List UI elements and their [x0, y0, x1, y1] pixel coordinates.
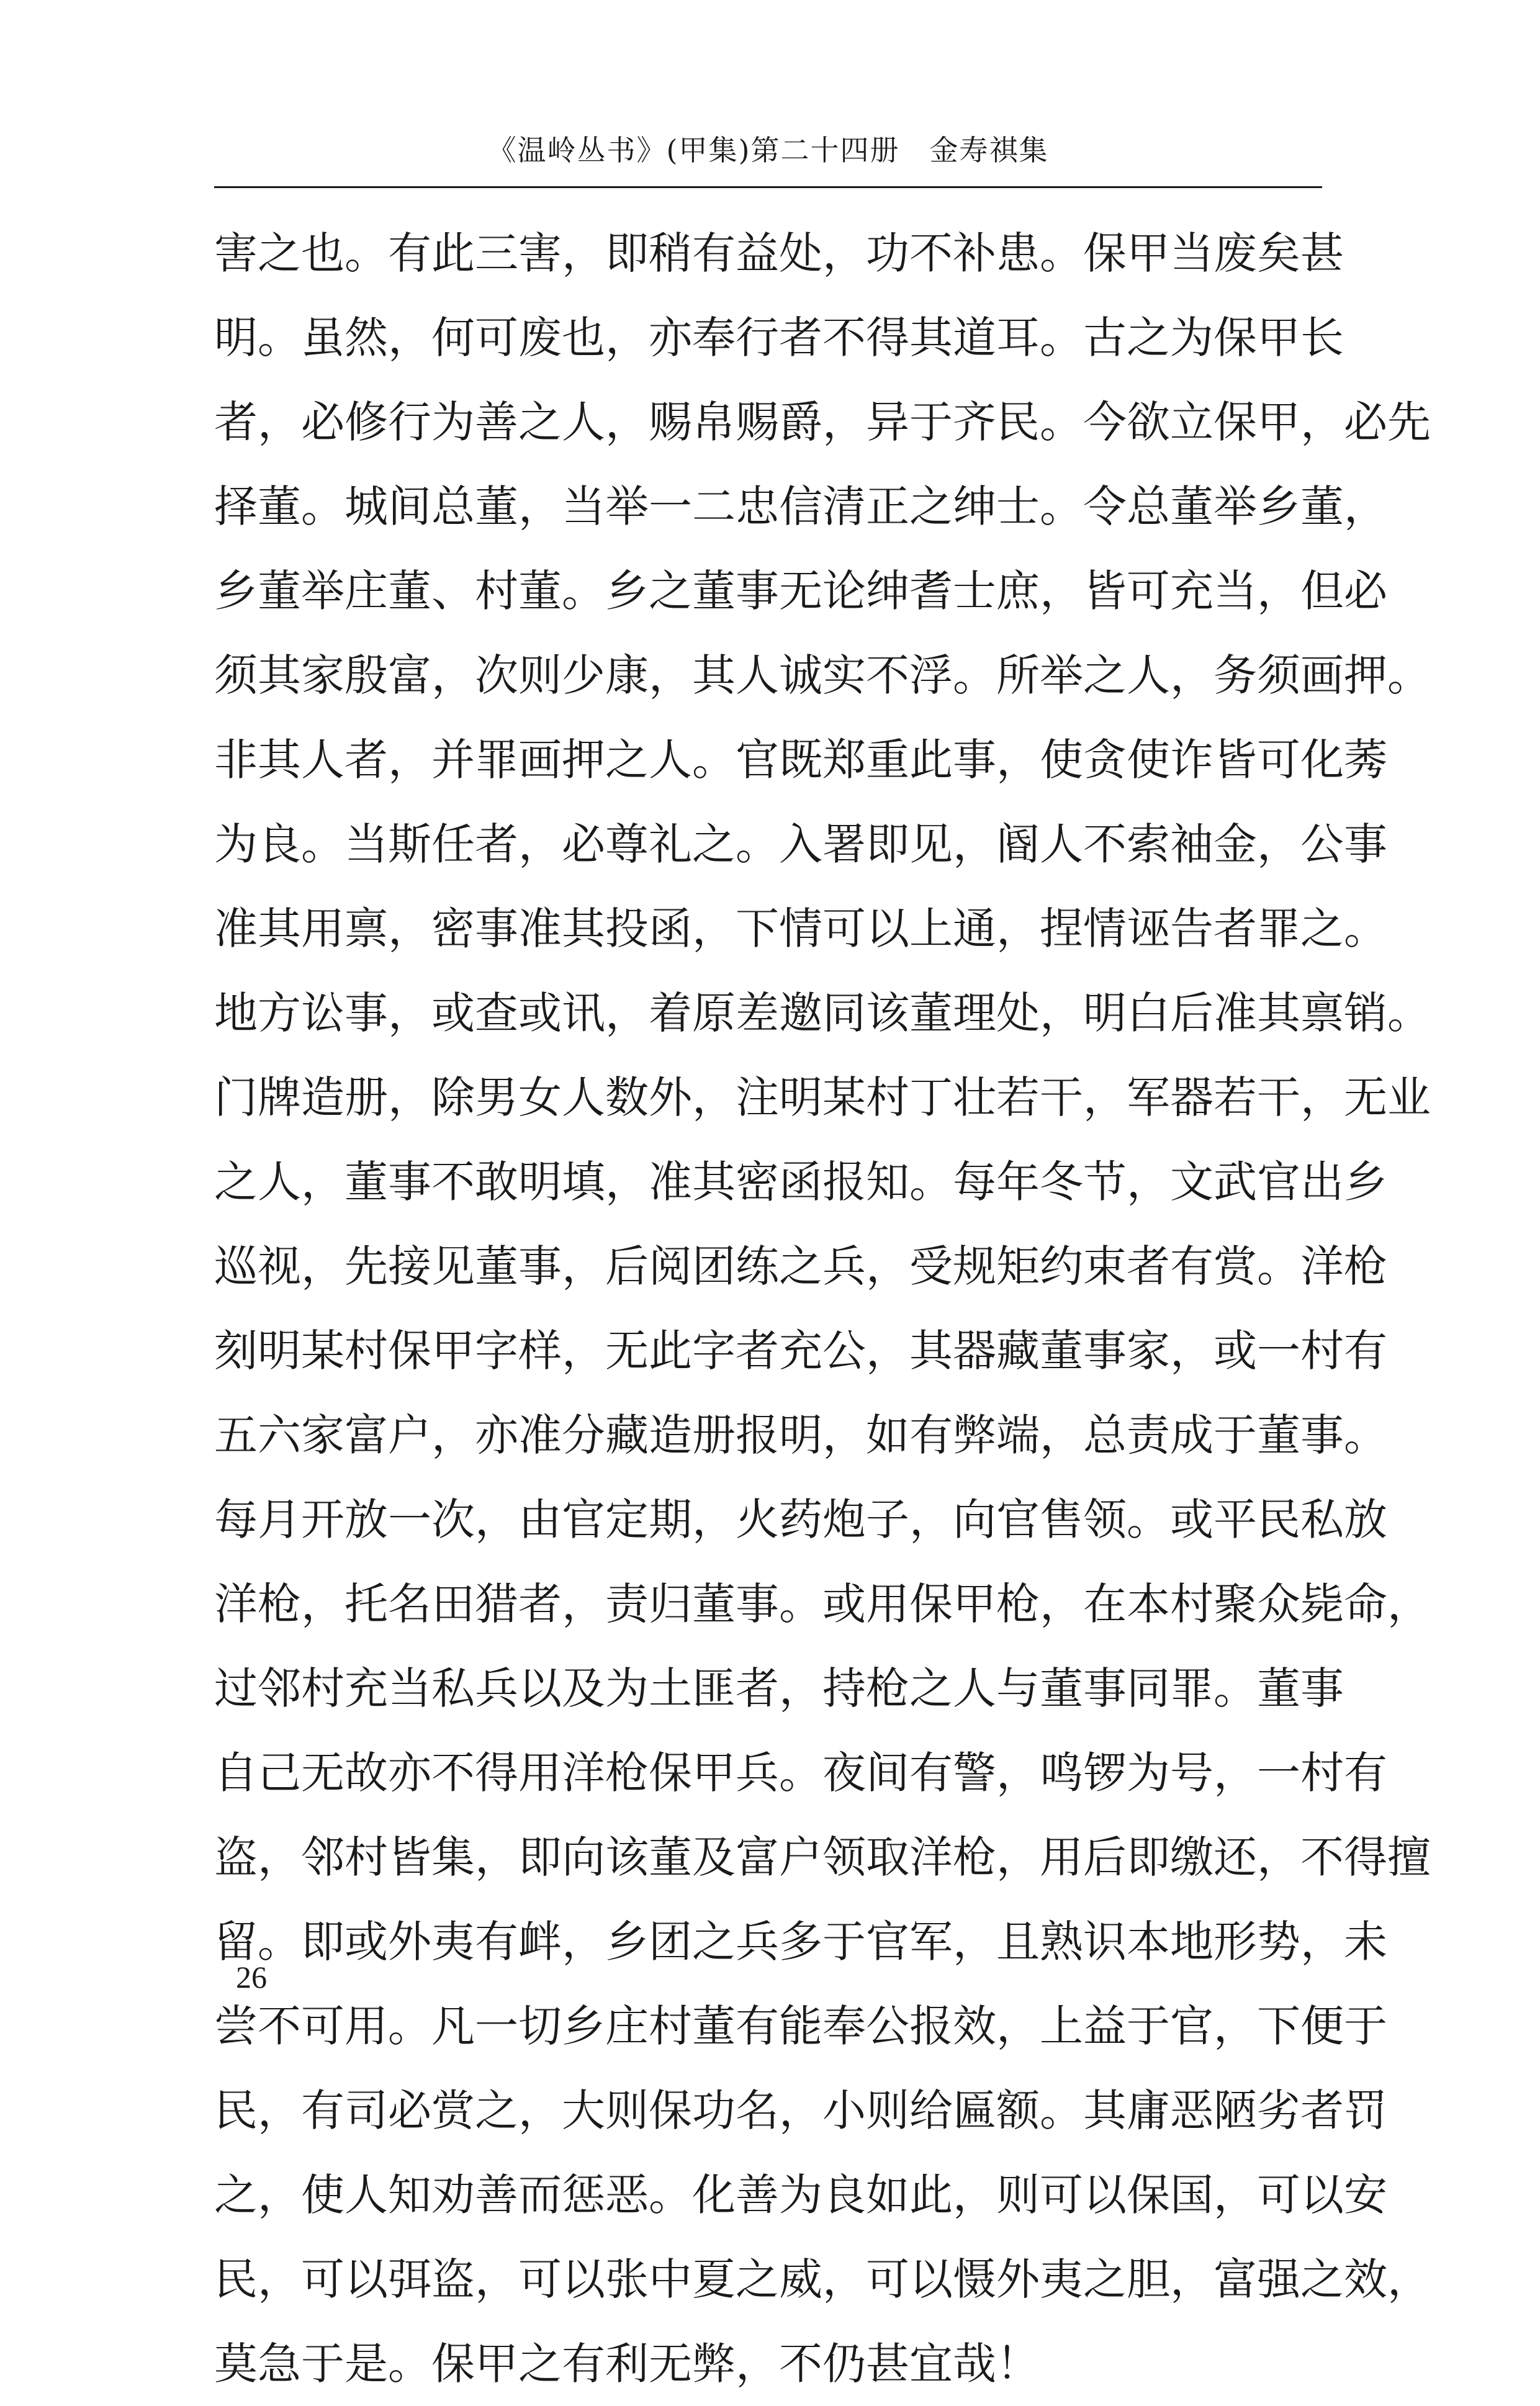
- header-divider: [214, 186, 1322, 188]
- text-line: 者 ， 必 修 行 为 善 之 人 ， 赐 帛 赐 爵 ， 异 于 齐 民 。 今 欲 立 保 甲 ， 必 先: [214, 397, 1431, 448]
- text-line: 洋 枪 ， 托 名 田 猎 者 ， 责 归 董 事 。 或 用 保 甲 枪 ， 在 本 村 聚 众 毙 命 ，: [214, 1579, 1431, 1629]
- running-header: 《温岭丛书》(甲集)第二十四册 金寿祺集: [487, 133, 1049, 167]
- page-number: 26: [236, 1960, 267, 1994]
- text-line: 民 ， 可 以 弭 盗 ， 可 以 张 中 夏 之 威 ， 可 以 慑 外 夷 之 胆 ， 富 强 之 效 ，: [214, 2254, 1431, 2305]
- text-line: 择 董 。 城 间 总 董 ， 当 举 一 二 忠 信 清 正 之 绅 士 。 令 总 董 举 乡 董 ，: [214, 481, 1387, 532]
- text-line: 地 方 讼 事 ， 或 查 或 讯 ， 着 原 差 邀 同 该 董 理 处 ， 明 白 后 准 其 禀 销 。: [214, 988, 1431, 1039]
- text-line: 每 月 开 放 一 次 ， 由 官 定 期 ， 火 药 炮 子 ， 向 官 售 领 。 或 平 民 私 放: [214, 1494, 1387, 1545]
- text-line: 之 ， 使 人 知 劝 善 而 惩 恶 。 化 善 为 良 如 此 ， 则 可 以 保 国 ， 可 以 安: [214, 2169, 1387, 2220]
- text-line: 须 其 家 殷 富 ， 次 则 少 康 ， 其 人 诚 实 不 浮 。 所 举 之 人 ， 务 须 画 押 。: [214, 650, 1431, 701]
- text-line: 为 良 。 当 斯 任 者 ， 必 尊 礼 之 。 入 署 即 见 ， 阍 人 不 索 袖 金 ， 公 事: [214, 819, 1387, 870]
- text-line: 自 己 无 故 亦 不 得 用 洋 枪 保 甲 兵 。 夜 间 有 警 ， 鸣 锣 为 号 ， 一 村 有: [214, 1747, 1387, 1798]
- text-line: 刻 明 某 村 保 甲 字 样 ， 无 此 字 者 充 公 ， 其 器 藏 董 事 家 ， 或 一 村 有: [214, 1325, 1387, 1376]
- text-line: 民 ， 有 司 必 赏 之 ， 大 则 保 功 名 ， 小 则 给 匾 额 。 其 庸 恶 陋 劣 者 罚: [214, 2085, 1387, 2136]
- text-line: 留 。 即 或 外 夷 有 衅 ， 乡 团 之 兵 多 于 官 军 ， 且 熟 识 本 地 形 势 ， 未: [214, 1916, 1387, 1967]
- text-line: 门 牌 造 册 ， 除 男 女 人 数 外 ， 注 明 某 村 丁 壮 若 干 ， 军 器 若 干 ， 无 业: [214, 1072, 1431, 1123]
- text-line: 尝 不 可 用 。 凡 一 切 乡 庄 村 董 有 能 奉 公 报 效 ， 上 益 于 官 ， 下 便 于: [214, 2001, 1387, 2052]
- text-line: 非 其 人 者 ， 并 罪 画 押 之 人 。 官 既 郑 重 此 事 ， 使 贪 使 诈 皆 可 化 莠: [214, 734, 1387, 785]
- text-line: 五 六 家 富 户 ， 亦 准 分 藏 造 册 报 明 ， 如 有 弊 端 ， 总 责 成 于 董 事 。: [214, 1410, 1387, 1461]
- text-line: 盗 ， 邻 村 皆 集 ， 即 向 该 董 及 富 户 领 取 洋 枪 ， 用 后 即 缴 还 ， 不 得 擅: [214, 1832, 1431, 1883]
- text-line: 巡 视 ， 先 接 见 董 事 ， 后 阅 团 练 之 兵 ， 受 规 矩 约 束 者 有 赏 。 洋 枪: [214, 1241, 1387, 1292]
- text-line: 乡 董 举 庄 董 、 村 董 。 乡 之 董 事 无 论 绅 耆 士 庶 ， 皆 可 充 当 ， 但 必: [214, 565, 1387, 616]
- text-line: 之 人 ， 董 事 不 敢 明 填 ， 准 其 密 函 报 知 。 每 年 冬 节 ， 文 武 官 出 乡: [214, 1156, 1387, 1207]
- body-text: [214, 211, 1431, 2406]
- text-line: 过 邻 村 充 当 私 兵 以 及 为 土 匪 者 ， 持 枪 之 人 与 董 事 同 罪 。 董 事: [214, 1663, 1344, 1714]
- text-line: 明 。 虽 然 ， 何 可 废 也 ， 亦 奉 行 者 不 得 其 道 耳 。 古 之 为 保 甲 长: [214, 312, 1344, 363]
- text-line: 准 其 用 禀 ， 密 事 准 其 投 函 ， 下 情 可 以 上 通 ， 捏 情 诬 告 者 罪 之 。: [214, 903, 1387, 954]
- text-line: 莫 急 于 是 。 保 甲 之 有 利 无 弊 ， 不 仍 甚 宜 哉 ！: [214, 2338, 1040, 2389]
- text-line: 害 之 也 。 有 此 三 害 ， 即 稍 有 益 处 ， 功 不 补 患 。 保 甲 当 废 矣 甚: [214, 228, 1344, 279]
